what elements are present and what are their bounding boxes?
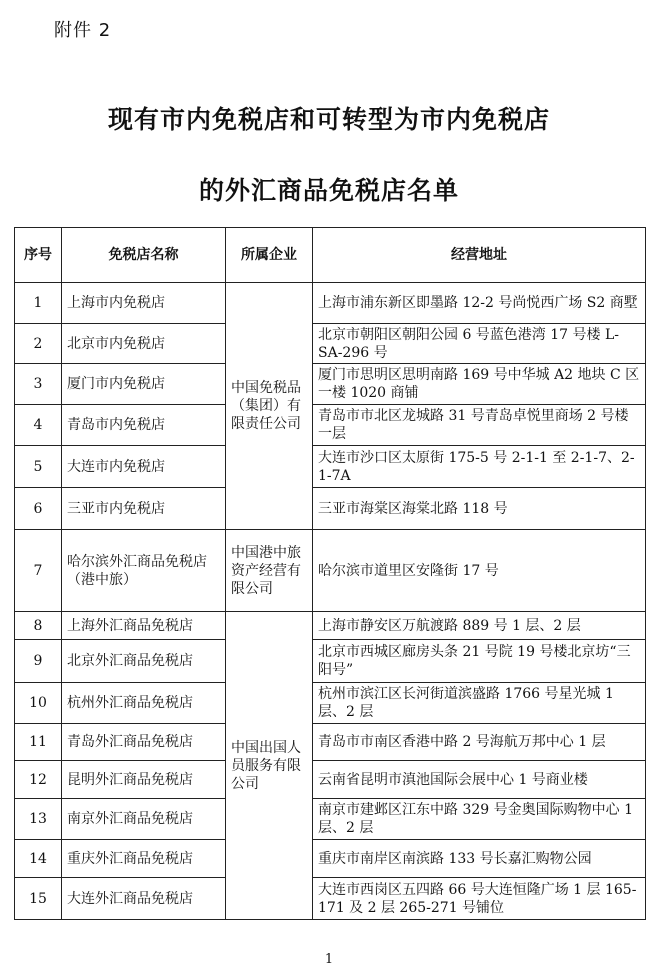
row-number: 2 [15,324,62,364]
row-number: 10 [15,683,62,724]
document-title-line-2: 的外汇商品免税店名单 [198,176,459,205]
row-number: 13 [15,799,62,840]
store-name: 北京市内免税店 [62,324,226,364]
store-address: 青岛市市北区龙城路 31 号青岛卓悦里商场 2 号楼一层 [313,405,646,446]
store-name: 重庆外汇商品免税店 [62,840,226,878]
store-address: 北京市朝阳区朝阳公园 6 号蓝色港湾 17 号楼 L-SA-296 号 [313,324,646,364]
company-name: 中国港中旅资产经营有限公司 [226,530,313,612]
store-address: 上海市静安区万航渡路 889 号 1 层、2 层 [313,612,646,640]
store-address: 哈尔滨市道里区安隆街 17 号 [313,530,646,612]
row-number: 4 [15,405,62,446]
row-number: 3 [15,364,62,405]
row-number: 1 [15,283,62,324]
table-row [15,530,646,612]
row-number: 9 [15,640,62,683]
company-name: 中国出国人员服务有限公司 [226,612,313,920]
header-store-name: 免税店名称 [62,228,226,283]
store-name: 昆明外汇商品免税店 [62,761,226,799]
table-row [15,878,646,920]
store-name: 大连外汇商品免税店 [62,878,226,920]
document-title-line-1: 现有市内免税店和可转型为市内免税店 [107,105,550,134]
store-name: 三亚市内免税店 [62,488,226,530]
table-row [15,324,646,364]
table-row [15,283,646,324]
row-number: 15 [15,878,62,920]
store-address: 杭州市滨江区长河街道滨盛路 1766 号星光城 1 层、2 层 [313,683,646,724]
store-address: 大连市西岗区五四路 66 号大连恒隆广场 1 层 165-171 及 2 层 265-271 号铺位 [313,878,646,920]
company-name: 中国免税品（集团）有限责任公司 [226,283,313,530]
header-serial-number: 序号 [15,228,62,283]
store-name: 上海外汇商品免税店 [62,612,226,640]
table-row [15,446,646,488]
store-address: 厦门市思明区思明南路 169 号中华城 A2 地块 C 区一楼 1020 商铺 [313,364,646,405]
header-company: 所属企业 [226,228,313,283]
store-address: 三亚市海棠区海棠北路 118 号 [313,488,646,530]
table-header-row [15,228,646,283]
row-number: 8 [15,612,62,640]
store-name: 北京外汇商品免税店 [62,640,226,683]
row-number: 11 [15,724,62,761]
table-row [15,640,646,683]
attachment-label: 附件 2 [54,20,112,41]
duty-free-store-table [14,227,646,920]
table-row [15,612,646,640]
store-name: 青岛市内免税店 [62,405,226,446]
store-address: 上海市浦东新区即墨路 12-2 号尚悦西广场 S2 商墅 [313,283,646,324]
store-address: 重庆市南岸区南滨路 133 号长嘉汇购物公园 [313,840,646,878]
store-name: 大连市内免税店 [62,446,226,488]
row-number: 7 [15,530,62,612]
store-name: 厦门市内免税店 [62,364,226,405]
row-number: 14 [15,840,62,878]
table-row [15,761,646,799]
store-address: 云南省昆明市滇池国际会展中心 1 号商业楼 [313,761,646,799]
table-row [15,488,646,530]
table-row [15,405,646,446]
row-number: 12 [15,761,62,799]
table-row [15,799,646,840]
row-number: 5 [15,446,62,488]
header-address: 经营地址 [313,228,646,283]
store-address: 北京市西城区廊房头条 21 号院 19 号楼北京坊“三阳号” [313,640,646,683]
store-name: 青岛外汇商品免税店 [62,724,226,761]
page-number: 1 [324,952,334,967]
table-row [15,840,646,878]
store-address: 大连市沙口区太原街 175-5 号 2-1-1 至 2-1-7、2-1-7A [313,446,646,488]
row-number: 6 [15,488,62,530]
store-name: 南京外汇商品免税店 [62,799,226,840]
table-row [15,683,646,724]
store-name: 哈尔滨外汇商品免税店（港中旅） [62,530,226,612]
store-name: 上海市内免税店 [62,283,226,324]
store-address: 南京市建邺区江东中路 329 号金奥国际购物中心 1 层、2 层 [313,799,646,840]
table-row [15,364,646,405]
store-name: 杭州外汇商品免税店 [62,683,226,724]
table-row [15,724,646,761]
store-address: 青岛市市南区香港中路 2 号海航万邦中心 1 层 [313,724,646,761]
